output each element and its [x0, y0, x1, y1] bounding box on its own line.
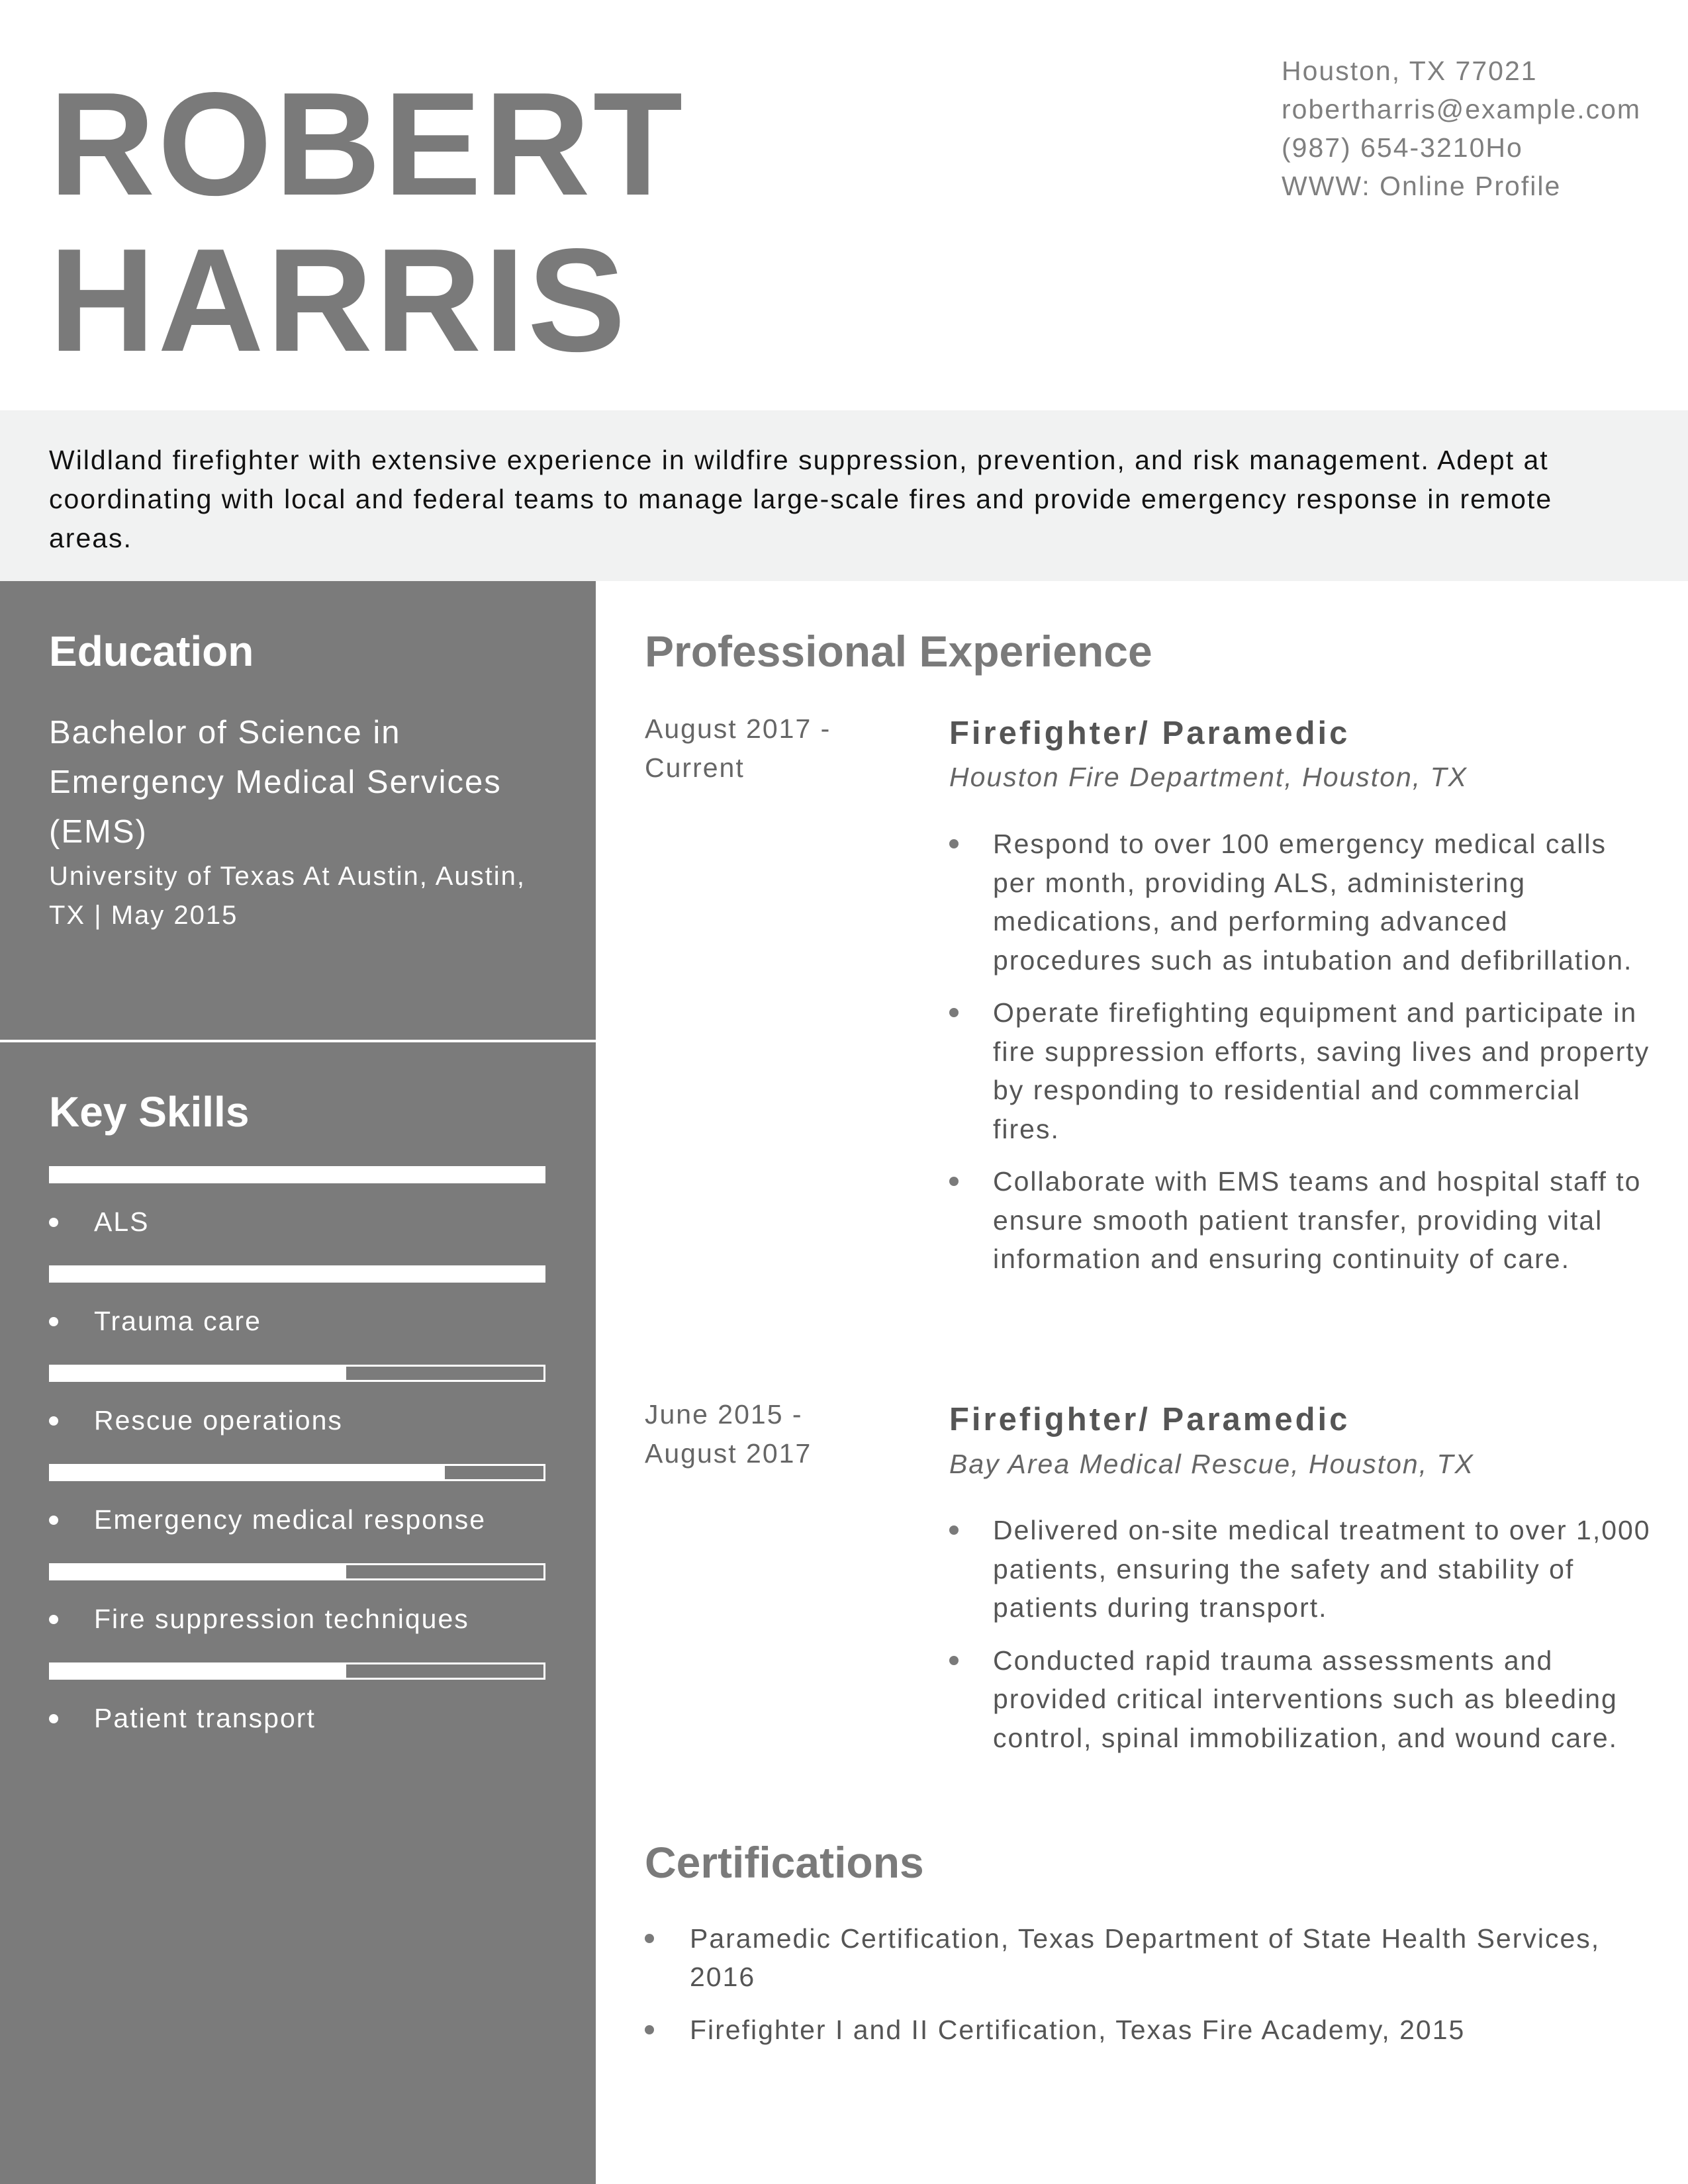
- skill-level-fill: [51, 1664, 346, 1678]
- contact-info: [1282, 52, 1652, 205]
- skill-item: [49, 1301, 565, 1341]
- bullet-dot-icon: [645, 1934, 654, 1943]
- skill-level-bar: [49, 1365, 545, 1382]
- candidate-name: [49, 62, 686, 383]
- bullet-dot-icon: [949, 839, 959, 848]
- job-bullet: Operate firefighting equipment and participate in fire suppression efforts, saving lives and property by responding to residential and commercial fires.: [949, 993, 1651, 1148]
- skill-level-fill: [51, 1565, 346, 1578]
- job-date: June 2015 - August 2017: [645, 1399, 812, 1469]
- contact-address: Houston, TX 77021: [1282, 56, 1538, 86]
- certification-item: Firefighter I and II Certification, Texas Fire Academy, 2015: [645, 2011, 1651, 2049]
- skill-item: [49, 1599, 565, 1639]
- contact-email[interactable]: robertharris@example.com: [1282, 94, 1642, 124]
- contact-phone: (987) 654-3210Ho: [1282, 132, 1523, 163]
- skill-label: ALS: [94, 1206, 150, 1237]
- job-company: Houston Fire Department, Houston, TX: [949, 762, 1468, 792]
- skill-item: [49, 1202, 565, 1242]
- job-bullet: Delivered on-site medical treatment to over 1,000 patients, ensuring the safety and stability of patients during transport.: [949, 1511, 1651, 1627]
- job-company: Bay Area Medical Rescue, Houston, TX: [949, 1449, 1474, 1479]
- job-date: August 2017 - Current: [645, 713, 831, 783]
- first-name: ROBERT: [49, 62, 686, 226]
- skill-level-bar: [49, 1166, 545, 1183]
- bullet-dot-icon: [949, 1008, 959, 1017]
- certifications-list: [645, 1919, 1651, 2064]
- skill-label: Patient transport: [94, 1703, 316, 1733]
- job-title: Firefighter/ Paramedic: [949, 715, 1350, 751]
- skill-level-bar: [49, 1563, 545, 1580]
- bullet-dot-icon: [49, 1218, 58, 1227]
- skill-item: [49, 1500, 565, 1539]
- skill-label: Rescue operations: [94, 1405, 343, 1435]
- certifications-heading: Certifications: [645, 1838, 924, 1887]
- job-bullets: [949, 825, 1651, 1293]
- education-school: University of Texas At Austin, Austin, TX | May 2015: [49, 862, 526, 930]
- bullet-dot-icon: [49, 1416, 58, 1426]
- skill-level-fill: [51, 1466, 445, 1479]
- job-bullet: Collaborate with EMS teams and hospital staff to ensure smooth patient transfer, providing vital information and ensuring continuity of care.: [949, 1162, 1651, 1279]
- skill-label: Trauma care: [94, 1306, 261, 1336]
- skill-level-fill: [51, 1168, 543, 1181]
- job-bullet: Respond to over 100 emergency medical calls per month, providing ALS, administering medications, and performing advanced procedures such as intubation and defibrillation.: [949, 825, 1651, 979]
- education-degree: Bachelor of Science in Emergency Medical Services (EMS): [49, 715, 502, 850]
- skills-heading: Key Skills: [49, 1088, 250, 1136]
- skill-level-bar: [49, 1265, 545, 1283]
- skill-level-bar: [49, 1662, 545, 1680]
- bullet-dot-icon: [49, 1714, 58, 1723]
- bullet-dot-icon: [49, 1516, 58, 1525]
- job-title: Firefighter/ Paramedic: [949, 1402, 1350, 1437]
- experience-heading: Professional Experience: [645, 627, 1152, 676]
- skill-item: [49, 1400, 565, 1440]
- bullet-dot-icon: [645, 2025, 654, 2034]
- sidebar-divider: [0, 1040, 596, 1042]
- job-bullets: [949, 1511, 1651, 1771]
- skill-item: [49, 1698, 565, 1738]
- contact-website[interactable]: WWW: Online Profile: [1282, 171, 1562, 201]
- education-heading: Education: [49, 627, 254, 675]
- job-bullet: Conducted rapid trauma assessments and provided critical interventions such as bleeding control, spinal immobilization, and wound care.: [949, 1641, 1651, 1758]
- skill-level-fill: [51, 1367, 346, 1380]
- skill-label: Fire suppression techniques: [94, 1604, 469, 1634]
- bullet-dot-icon: [49, 1317, 58, 1326]
- skill-level-fill: [51, 1267, 543, 1281]
- skill-label: Emergency medical response: [94, 1504, 487, 1535]
- bullet-dot-icon: [949, 1525, 959, 1535]
- last-name: HARRIS: [49, 218, 629, 383]
- skill-level-bar: [49, 1464, 545, 1481]
- bullet-dot-icon: [949, 1177, 959, 1186]
- bullet-dot-icon: [49, 1615, 58, 1624]
- certification-item: Paramedic Certification, Texas Department of State Health Services, 2016: [645, 1919, 1651, 1996]
- bullet-dot-icon: [949, 1656, 959, 1665]
- professional-summary: Wildland firefighter with extensive experience in wildfire suppression, prevention, and risk management. Adept at coordinating with local and federal teams to manage large-scale fires and provide emergency response in remote areas.: [49, 445, 1553, 553]
